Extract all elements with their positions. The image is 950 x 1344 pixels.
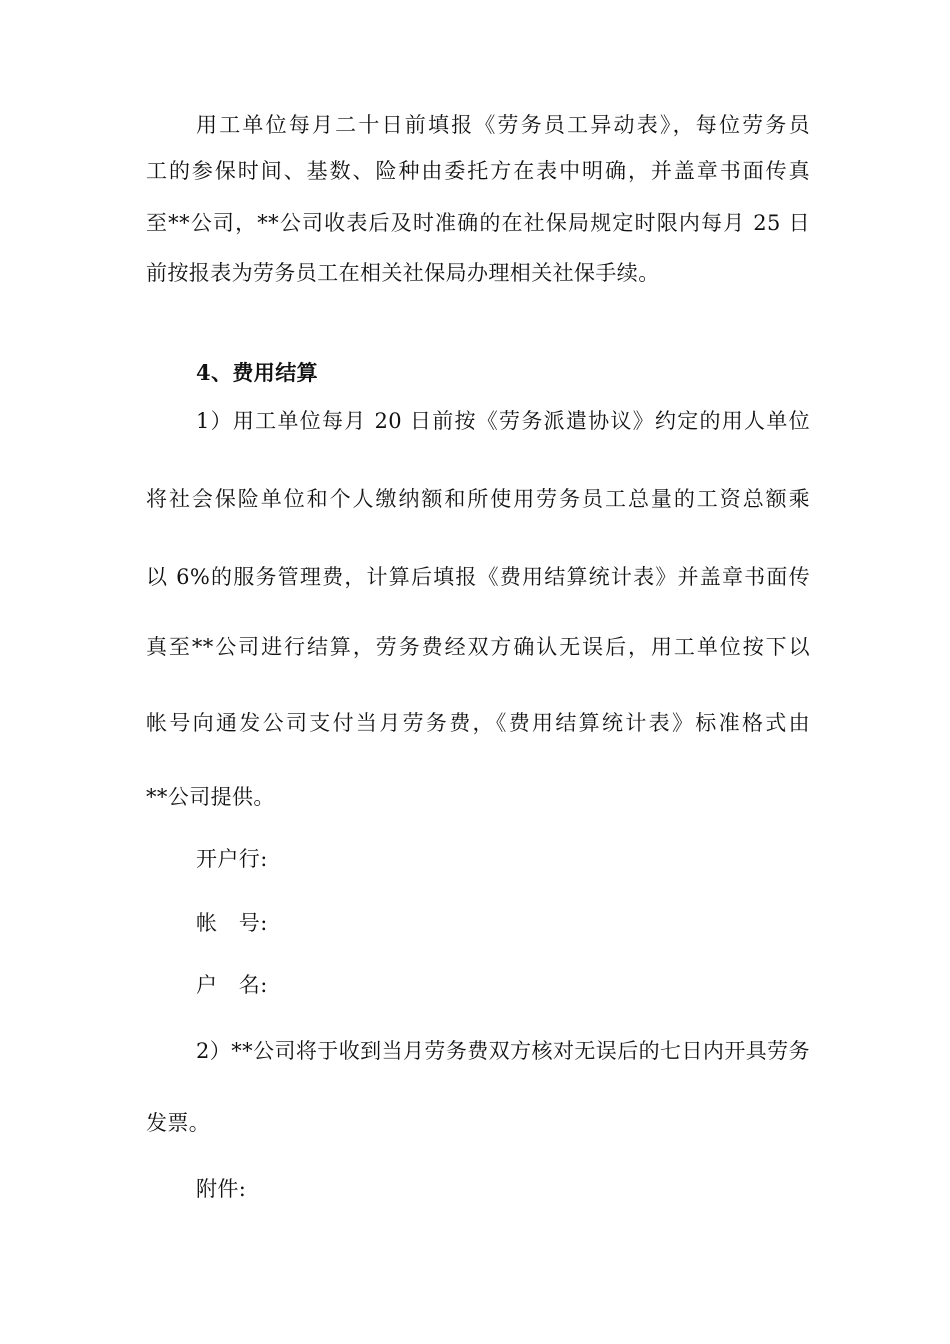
item1-line4: 真至**公司进行结算，劳务费经双方确认无误后，用工单位按下以 bbox=[146, 635, 810, 659]
item2-line2: 发票。 bbox=[146, 1111, 211, 1135]
item1-line5: 帐号向通发公司支付当月劳务费，《费用结算统计表》标准格式由 bbox=[146, 711, 810, 735]
para1-line2: 工的参保时间、基数、险种由委托方在表中明确，并盖章书面传真 bbox=[146, 159, 810, 183]
para1-line1: 用工单位每月二十日前填报《劳务员工异动表》，每位劳务员 bbox=[196, 113, 810, 137]
item1-line2: 将社会保险单位和个人缴纳额和所使用劳务员工总量的工资总额乘 bbox=[146, 487, 810, 511]
section-heading: 4、费用结算 bbox=[196, 360, 319, 385]
para1-line3: 至**公司，**公司收表后及时准确的在社保局规定时限内每月 25 日 bbox=[146, 211, 810, 235]
account-name-label: 户 名: bbox=[196, 973, 268, 997]
bank-label: 开户行: bbox=[196, 847, 268, 871]
item2-line1: 2）**公司将于收到当月劳务费双方核对无误后的七日内开具劳务 bbox=[196, 1039, 810, 1063]
item1-line1: 1）用工单位每月 20 日前按《劳务派遣协议》约定的用人单位 bbox=[196, 409, 810, 433]
para1-line4: 前按报表为劳务员工在相关社保局办理相关社保手续。 bbox=[146, 261, 660, 285]
account-label: 帐 号: bbox=[196, 911, 268, 935]
item1-line3: 以 6%的服务管理费，计算后填报《费用结算统计表》并盖章书面传 bbox=[146, 565, 810, 589]
item1-line6: **公司提供。 bbox=[146, 785, 275, 809]
attachment-label: 附件: bbox=[196, 1177, 247, 1201]
